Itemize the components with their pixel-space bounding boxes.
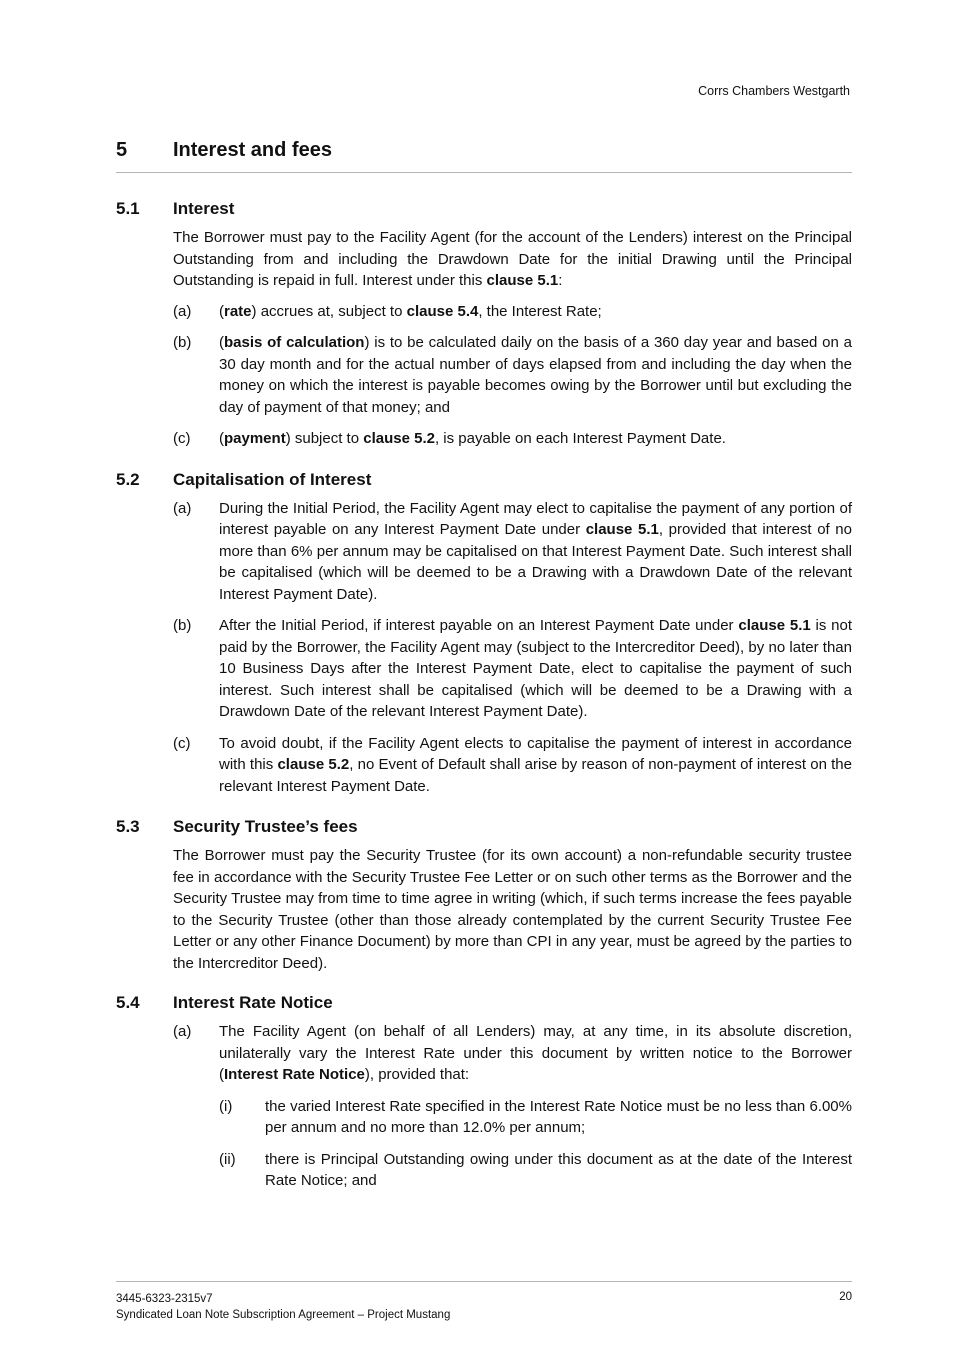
firm-name: Corrs Chambers Westgarth xyxy=(698,84,850,98)
document-id: 3445-6323-2315v7 xyxy=(116,1293,213,1305)
item-text: there is Principal Outstanding owing under this document as at the date of the Interest Rate Notice; and xyxy=(265,1150,852,1189)
item-text: To avoid doubt, if the Facility Agent elects to capitalise the payment of interest in accordance with this clause 5.2, no Event of Default shall arise by reason of non-payment of interest on the relevant Interest Payment Date. xyxy=(219,734,852,795)
item-text: During the Initial Period, the Facility Agent may elect to capitalise the payment of any portion of interest payable on any Interest Payment Date under clause 5.1, provided that interest of no more than 6% per annum may be capitalised on that Interest Payment Date. Such interest shall be capitalised (which will be deemed to be a Drawing with a Drawdown Date of the relevant Interest Payment Date). xyxy=(219,499,852,603)
list-item xyxy=(173,615,852,723)
item-label: (b) xyxy=(173,617,192,634)
sub-list-item xyxy=(219,1096,852,1139)
item-label: (a) xyxy=(173,302,192,320)
item-label: (c) xyxy=(173,734,191,752)
footer-rule xyxy=(116,1281,852,1282)
item-label: (i) xyxy=(219,1097,233,1115)
item-label: (a) xyxy=(173,1023,192,1040)
footer-left xyxy=(116,1291,450,1323)
item-text: (rate) accrues at, subject to clause 5.4, the Interest Rate; xyxy=(219,302,602,320)
clause-heading xyxy=(116,993,852,1013)
item-label: (ii) xyxy=(219,1150,236,1168)
clause-paragraph xyxy=(173,227,852,292)
clause-title: Security Trustee’s fees xyxy=(173,817,358,836)
list-item xyxy=(173,428,852,450)
item-text: The Facility Agent (on behalf of all Lenders) may, at any time, in its absolute discretion, unilaterally vary the Interest Rate under this document by written notice to the Borrower (Interest Rate Notice), provided that: xyxy=(219,1023,852,1083)
clause-number: 5.2 xyxy=(116,469,140,489)
document-body xyxy=(116,199,852,1202)
clause-heading xyxy=(116,199,852,219)
clause-title: Interest xyxy=(173,199,235,218)
clause-heading xyxy=(116,470,852,490)
clause-number: 5.1 xyxy=(116,199,140,218)
list-item xyxy=(173,332,852,418)
item-label: (b) xyxy=(173,334,192,351)
text: : xyxy=(558,272,563,289)
section-number: 5 xyxy=(116,139,128,161)
item-text: After the Initial Period, if interest payable on an Interest Payment Date under clause 5.1 is not paid by the Borrower, the Facility Agent may (subject to the Intercreditor Deed), by no later than 10 Business Days after the Interest Payment Date, elect to capitalise the payment of such interest. Such interest shall be capitalised (which will be deemed to be a Drawing with a Drawdown Date of the relevant Interest Payment Date). xyxy=(219,617,853,720)
section-heading xyxy=(116,139,852,173)
page-number: 20 xyxy=(839,1291,852,1303)
clause-title: Capitalisation of Interest xyxy=(173,469,372,489)
item-text: the varied Interest Rate specified in the Interest Rate Notice must be no less than 6.00% per annum and no more than 12.0% per annum; xyxy=(265,1097,852,1136)
clause-number: 5.4 xyxy=(116,993,140,1012)
item-text: (basis of calculation) is to be calculated daily on the basis of a 360 day year and based on a 30 day month and for the actual number of days elapsed from and including the day when the money on which the interest is payable becomes owing by the Borrower until but excluding the day of payment of that money; and xyxy=(219,334,852,416)
list-item xyxy=(173,1021,852,1086)
clause-ref: clause 5.1 xyxy=(486,272,559,289)
clause-title: Interest Rate Notice xyxy=(173,993,333,1012)
list-item xyxy=(173,301,852,323)
clause-heading xyxy=(116,817,852,837)
item-text: (payment) subject to clause 5.2, is payable on each Interest Payment Date. xyxy=(219,430,726,447)
section-title: Interest and fees xyxy=(173,139,332,161)
clause-paragraph: The Borrower must pay the Security Trustee (for its own account) a non-refundable security trustee fee in accordance with the Security Trustee Fee Letter or on such other terms as the Borrower and the Security Trustee may from time to time agree in writing (which, if such terms increase the fees payable to the Security Trustee (other than those already contemplated by the current Security Trustee Fee Letter or any other Finance Document) by more than CPI in any year, must be agreed by the parties to the Intercreditor Deed). xyxy=(173,847,852,972)
list-item xyxy=(173,498,852,606)
sub-list-item xyxy=(219,1149,852,1192)
text: The Borrower must pay to the Facility Agent (for the account of the Lenders) interest on the Principal Outstanding from and including the Drawdown Date for the initial Drawing until the Principal Outstanding is repaid in full. Interest under this xyxy=(173,229,852,289)
item-label: (c) xyxy=(173,430,191,447)
item-label: (a) xyxy=(173,499,192,517)
document-title: Syndicated Loan Note Subscription Agreement – Project Mustang xyxy=(116,1309,451,1321)
list-item xyxy=(173,733,852,798)
clause-number: 5.3 xyxy=(116,817,140,836)
